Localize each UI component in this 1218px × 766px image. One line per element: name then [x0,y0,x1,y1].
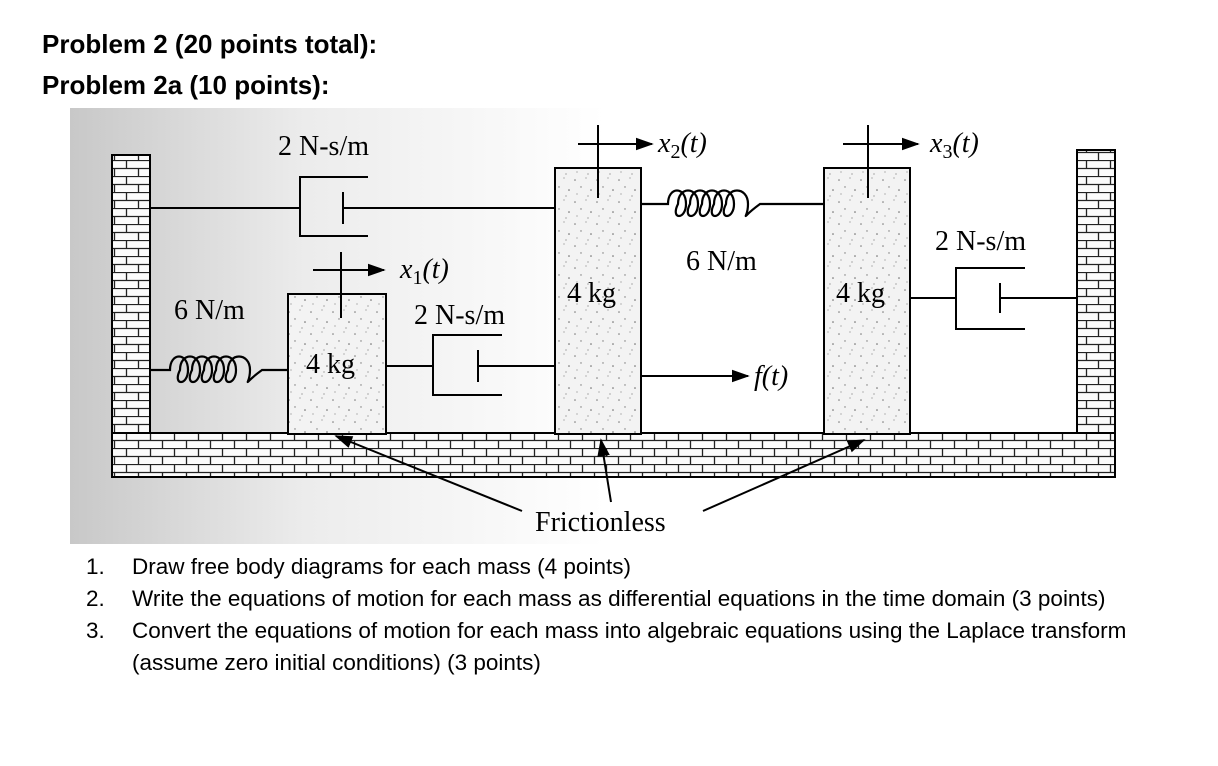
middle-spring-label: 6 N/m [686,246,757,277]
floor [112,433,1115,477]
frictionless-label: Frictionless [535,507,666,538]
mass-3-label: 4 kg [836,278,885,309]
task-number: 1. [86,554,105,579]
middle-damper-label: 2 N-s/m [414,300,505,331]
task-text: Draw free body diagrams for each mass (4 points) [132,554,631,579]
task-list [86,551,1196,679]
task-number: 3. [86,618,105,643]
force-label: f(t) [754,361,789,392]
problem-title: Problem 2 (20 points total): [42,29,378,59]
task-item-2 [86,583,1196,615]
left-wall [112,155,150,477]
mass-1-label: 4 kg [306,349,355,380]
x1-label: x1(t) [400,254,449,289]
top-damper-label: 2 N-s/m [278,131,369,162]
task-number: 2. [86,586,105,611]
mass-spring-damper-diagram [70,108,1140,544]
x3-label: x3(t) [930,128,979,163]
right-wall [1077,150,1115,477]
right-damper-label: 2 N-s/m [935,226,1026,257]
mass-2-label: 4 kg [567,278,616,309]
task-item-3 [86,615,1196,679]
left-spring-label: 6 N/m [174,295,245,326]
task-item-1 [86,551,1196,583]
problem-subtitle: Problem 2a (10 points): [42,70,330,100]
task-text: Write the equations of motion for each mass as differential equations in the time domain (3 points) [132,586,1106,611]
x2-label: x2(t) [658,128,707,163]
task-text: Convert the equations of motion for each mass into algebraic equations using the Laplace transform (assume zero initial conditions) (3 points) [132,618,1127,675]
